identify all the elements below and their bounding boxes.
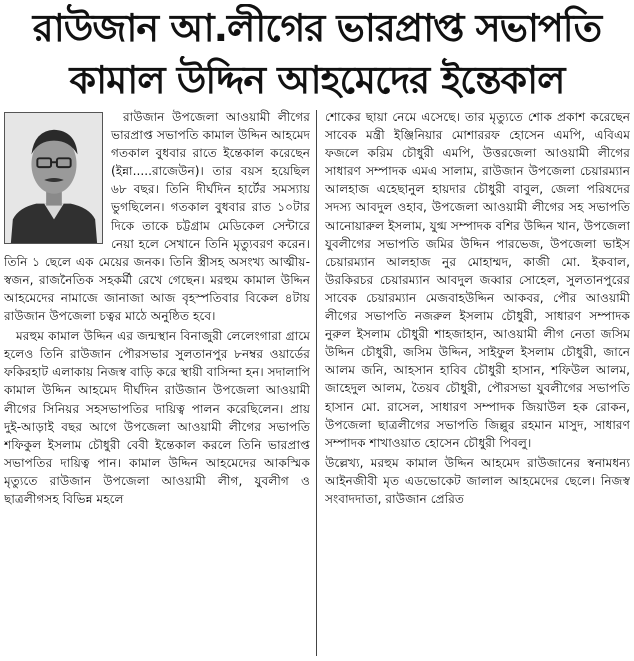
column-divider bbox=[316, 110, 317, 656]
article-left-column bbox=[4, 108, 310, 658]
headline-line-1: রাউজান আ.লীগের ভারপ্রাপ্ত সভাপতি bbox=[32, 6, 602, 50]
article-paragraph-3: শোকের ছায়া নেমে এসেছে। তার মৃত্যুতে শোক প্রকাশ করেছেন সাবেক মন্ত্রী ইঞ্জিনিয়ার মোশাররফ হোসেন এমপি, এবিএম ফজলে করিম চৌধুরী এমপি, উত্তরজেলা আওয়ামী লীগের সাধারণ সম্পাদক এমএ সালাম, রাউজান উপজেলা চেয়ারম্যান আলহাজ এহেছানুল হায়দার চৌধুরী বাবুল, জেলা পরিষদের সদস্য আবদুল ওহাব, উপজেলা আওয়ামী লীগের সহ সভাপতি আনোয়ারুল ইসলাম, যুগ্ম সম্পাদক বশির উদ্দিন খান, উপজেলা যুবলীগের সভাপতি জমির উদ্দিন পারভেজ, উপজেলা ভাইস চেয়ারম্যান আলহাজ নুর মোহাম্মদ, কাজী মো. ইকবাল, উরকিরচর চেয়ারম্যান আবদুল জব্বার সোহেল, সুলতানপুরের সাবেক চেয়ারম্যান মেজবাহউদ্দিন আকবর, পৌর আওয়ামী লীগের সভাপতি নজরুল ইসলাম চৌধুরী, সাধারণ সম্পাদক নুরুল ইসলাম চৌধুরী শাহজাহান, আওয়ামী লীগ নেতা জসিম উদ্দিন চৌধুরী, জসিম উদ্দিন, সাইফুল ইসলাম চৌধুরী, জানে আলম জনি, আহসান হাবিব চৌধুরী হাসান, শফিউল আলম, জাহেদুল আলম, তৈয়ব চৌধুরী, পৌরসভা যুবলীগের সভাপতি হাসান মো. রাসেল, সাধারণ সম্পাদক জিয়াউল হক রোকন, উপজেলা ছাত্রলীগের সভাপতি জিল্লুর রহমান মাসুদ, সাধারণ সম্পাদক শাখাওয়াত হোসেন চৌধুরী পিবলু। bbox=[325, 110, 630, 450]
article-right-column bbox=[325, 108, 630, 658]
article-paragraph-4: উল্লেখ্য, মরহুম কামাল উদ্দিন আহমেদ রাউজানের স্বনামধন্য আইনজীবী মৃত এডভোকেট জালাল আহমেদের ছেলে। নিজস্ব সংবাদদাতা, রাউজান প্রেরিত bbox=[325, 455, 630, 506]
article-paragraph-2: মরহুম কামাল উদ্দিন এর জন্মস্থান বিনাজুরী লেলেংগারা গ্রামে হলেও তিনি রাউজান পৌরসভার সুলতানপুর ৮নম্বর ওয়ার্ডের ফকিরহাট এলাকায় নিজস্ব বাড়ি করে স্থায়ী বাসিন্দা হন। সদালাপি কামাল উদ্দিন আহমেদ দীর্ঘদিন রাউজান উপজেলা আওয়ামী লীগের সিনিয়র সহসভাপতির দায়িত্ব পালন করেছিলেন। প্রায় দুই-আড়াই বছর আগে উপজেলা আওয়ামী লীগের সভাপতি শফিকুল ইসলাম চৌধুরী বেবী ইন্তেকাল করলে তিনি ভারপ্রাপ্ত সভাপতির দায়িত্ব পান। কামাল উদ্দিন আহমেদের আকস্মিক মৃত্যুতে রাউজান উপজেলা আওয়ামী লীগ, যুবলীগ ও ছাত্রলীগসহ বিভিন্ন মহলে bbox=[4, 329, 310, 506]
portrait-photo bbox=[4, 112, 103, 244]
portrait-photo-icon bbox=[5, 113, 102, 243]
article-paragraph-1: রাউজান উপজেলা আওয়ামী লীগের ভারপ্রাপ্ত সভাপতি কামাল উদ্দিন আহমেদ গতকাল বুধবার রাতে ইন্তেকাল করেছেন (ইন্না.....রাজেউন)। তার বয়স হয়েছিল ৬৮ বছর। তিনি দীর্ঘদিন হার্টের সমস্যায় ভুগছিলেন। গতকাল বুধবার রাত ১০টার দিকে তাকে চট্টগ্রাম মেডিকেল সেন্টারে নেয়া হলে সেখানে তিনি মৃত্যুবরণ করেন। তিনি ১ ছেলে এক মেয়ের জনক। তিনি স্ত্রীসহ অসংখ্য আত্মীয়-স্বজন, রাজনৈতিক সহকর্মী রেখে গেছেন। মরহুম কামাল উদ্দিন আহমেদের নামাজে জানাজা আজ বৃহস্পতিবার বিকেল ৪টায় রাউজান উপজেলা চত্বর মাঠে অনুষ্ঠিত হবে। bbox=[4, 110, 310, 324]
headline-line-2: কামাল উদ্দিন আহমেদের ইন্তেকাল bbox=[69, 58, 565, 102]
